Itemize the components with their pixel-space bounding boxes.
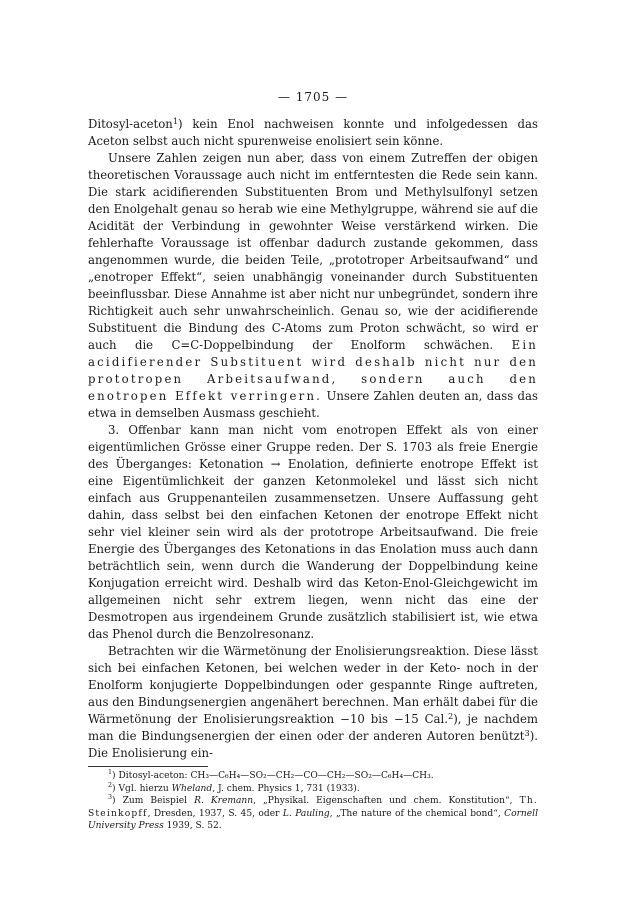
footnote-ref-3: 3 — [524, 728, 530, 738]
footnote-3 — [88, 795, 538, 833]
fn2-text-b: , J. chem. Physics 1, 731 (1933). — [212, 783, 360, 794]
p2-text-b: Unsere Zahlen deuten an, dass das etwa in demselben Ausmass geschieht. — [88, 389, 538, 420]
fn3-mark: 3 — [108, 793, 113, 802]
p2-spaced-emphasis: Ein acidifierender Substituent wird deshalb nicht nur den prototropen Arbeitsaufwand, sondern auch den enotropen Effekt verringern. — [88, 338, 538, 403]
fn2-author: Wheland — [171, 783, 213, 794]
fn1-formula: CH₃—C₆H₄—SO₂—CH₂—CO—CH₂—SO₂—C₆H₄—CH₃. — [190, 771, 434, 781]
p4-text-b: ), je nachdem man die Bindungsenergien der einen oder der anderen Autoren benützt — [88, 712, 538, 743]
page — [88, 90, 538, 833]
fn3-text-d: , „The nature of the chemical bond“, — [329, 808, 505, 819]
paragraph-4 — [88, 643, 538, 762]
fn3-author-1: R. Kremann — [194, 796, 254, 807]
fn3-author-2: L. Pauling — [282, 808, 330, 819]
p1-text-a: Ditosyl-aceton — [88, 117, 173, 131]
footnote-ref-1: 1 — [172, 116, 179, 126]
fn1-label: ) Ditosyl-aceton: — [112, 771, 191, 781]
p4-text-a: Betrachten wir die Wärmetönung der Enolisierungsreaktion. Diese lässt sich bei einfachen Ketonen, bei welchen weder in der Keto- noch in der Enolform konjugierte Doppelbindungen oder gespannte Ringe auftreten, aus den Bindungsenergien angenähert berechnen. Man erhält dabei für die Wärmetönung der Enolisierungsreaktion −10 bis −15 Cal. — [88, 644, 538, 726]
footnote-ref-2: 2 — [447, 711, 454, 721]
footnote-divider — [88, 766, 208, 767]
p4-text-c: ). Die Enolisierung ein- — [88, 729, 538, 760]
p2-text-a: Unsere Zahlen zeigen nun aber, dass von einem Zutreffen der obigen theoretischen Voraussage auch nicht im entferntesten die Rede sein kann. Die stark acidifierenden Substituenten Brom und Methylsulfonyl setzen den Enolgehalt genau so herab wie eine Methylgruppe, während sie auf die Acidität der Verbindung in gewohnter Weise verstärkend wirken. Die fehlerhafte Voraussage ist offenbar dadurch zustande gekommen, dass angenommen wurde, die beiden Teile, „prototroper Arbeitsaufwand“ und „enotroper Effekt“, seien unabhängig voneinander durch Substituenten beeinflussbar. Diese Annahme ist aber nicht nur unbegründet, sondern ihre Richtigkeit auch sehr unwahrscheinlich. Genau so, wie der acidifierende Substituent die Bindung des C-Atoms zum Proton schwächt, so wird er auch die C=C-Doppelbindung der Enolform schwächen. — [88, 151, 538, 352]
fn1-mark: 1 — [108, 768, 113, 776]
footnote-2 — [88, 780, 538, 796]
fn2-text-a: ) Vgl. hierzu — [112, 783, 172, 794]
fn3-publisher: Th. Steinkopff — [88, 796, 538, 819]
paragraph-1 — [88, 116, 538, 150]
fn2-mark: 2 — [108, 780, 113, 789]
fn3-text-e: 1939, S. 52. — [163, 821, 222, 832]
paragraph-3: 3. Offenbar kann man nicht vom enotropen Effekt als von einer eigentümlichen Grösse einer Gruppe reden. Der S. 1703 als freie Energie des Überganges: Ketonation → Enolation, definierte enotrope Effekt ist eine Eigentümlichkeit der ganzen Ketonmolekel und lässt sich nicht einfach aus Gruppenanteilen zusammensetzen. Unsere Auffassung geht dahin, dass selbst bei den einfachen Ketonen der enotrope Effekt nicht sehr viel kleiner sein wird als der prototrope Arbeitsaufwand. Die freie Energie des Überganges des Ketonations in das Enolation muss auch dann beträchtlich sein, wenn durch die Wanderung der Doppelbindung keine Konjugation erreicht wird. Deshalb wird das Keton-Enol-Gleichgewicht im allgemeinen nicht sehr extrem liegen, wenn nicht das eine der Desmotropen aus irgendeinem Grunde zusätzlich stabilisiert ist, wie etwa das Phenol durch die Benzolresonanz. — [88, 423, 538, 641]
fn3-text-a: ) Zum Beispiel — [112, 796, 195, 807]
fn3-text-c: , Dresden, 1937, S. 45, oder — [147, 808, 283, 819]
fn3-text-b: , „Physikal. Eigenschaften und chem. Konstitution“, — [253, 796, 520, 807]
paragraph-2 — [88, 150, 538, 422]
page-number: — 1705 — — [277, 90, 349, 104]
footnote-1 — [88, 770, 538, 783]
p1-text-b: ) kein Enol nachweisen konnte und infolgedessen das Aceton selbst auch nicht spurenweise enolisiert sein könne. — [88, 117, 538, 148]
fn3-press: Cornell University Press — [88, 808, 538, 832]
